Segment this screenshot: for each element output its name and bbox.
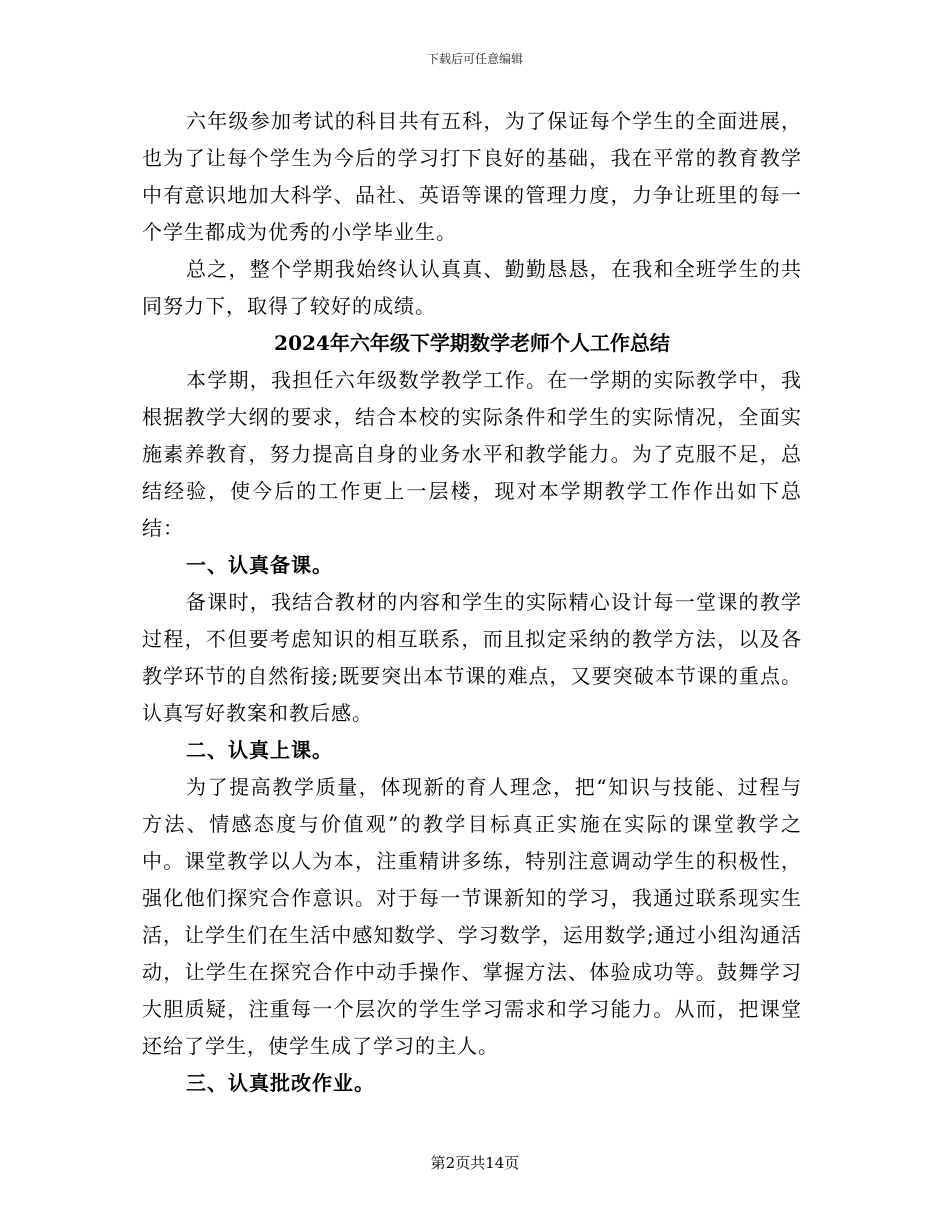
page-header: 下载后可任意编辑 xyxy=(426,52,523,66)
section-3-heading: 三、认真批改作业。 xyxy=(186,1071,375,1095)
section-1-heading: 一、认真备课。 xyxy=(186,553,333,577)
section-1-paragraph: 备课时，我结合教材的内容和学生的实际精心设计每一堂课的教学过程，不但要考虑知识的相互联系，而且拟定采纳的教学方法，以及各教学环节的自然衔接;既要突出本节课的难点，又要突破本节课的重点。认真写好教案和教后感。 xyxy=(142,590,802,725)
intro-paragraph-2: 总之，整个学期我始终认认真真、勤勤恳恳，在我和全班学生的共同努力下，取得了较好的成绩。 xyxy=(142,257,802,318)
section-2-heading: 二、认真上课。 xyxy=(186,738,333,762)
section-2-paragraph: 为了提高教学质量，体现新的育人理念，把“知识与技能、过程与方法、情感态度与价值观”的教学目标真正实施在实际的课堂教学之中。课堂教学以人为本，注重精讲多练，特别注意调动学生的积极性，强化他们探究合作意识。对于每一节课新知的学习，我通过联系现实生活，让学生们在生活中感知数学、学习数学，运用数学;通过小组沟通活动，让学生在探究合作中动手操作、掌握方法、体验成功等。鼓舞学习大胆质疑，注重每一个层次的学生学习需求和学习能力。从而，把课堂还给了学生，使学生成了学习的主人。 xyxy=(142,775,802,1058)
document-body xyxy=(142,103,802,1102)
document-title: 2024年六年级下学期数学老师个人工作总结 xyxy=(274,331,670,355)
page-number: 第2页共14页 xyxy=(430,1154,520,1172)
opening-paragraph: 本学期，我担任六年级数学教学工作。在一学期的实际教学中，我根据教学大纲的要求，结合本校的实际条件和学生的实际情况，全面实施素养教育，努力提高自身的业务水平和教学能力。为了克服不足，总结经验，使今后的工作更上一层楼，现对本学期教学工作作出如下总结： xyxy=(142,368,802,540)
intro-paragraph-1: 六年级参加考试的科目共有五科，为了保证每个学生的全面进展，也为了让每个学生为今后的学习打下良好的基础，我在平常的教育教学中有意识地加大科学、品社、英语等课的管理力度，力争让班里的每一个学生都成为优秀的小学毕业生。 xyxy=(142,109,802,244)
